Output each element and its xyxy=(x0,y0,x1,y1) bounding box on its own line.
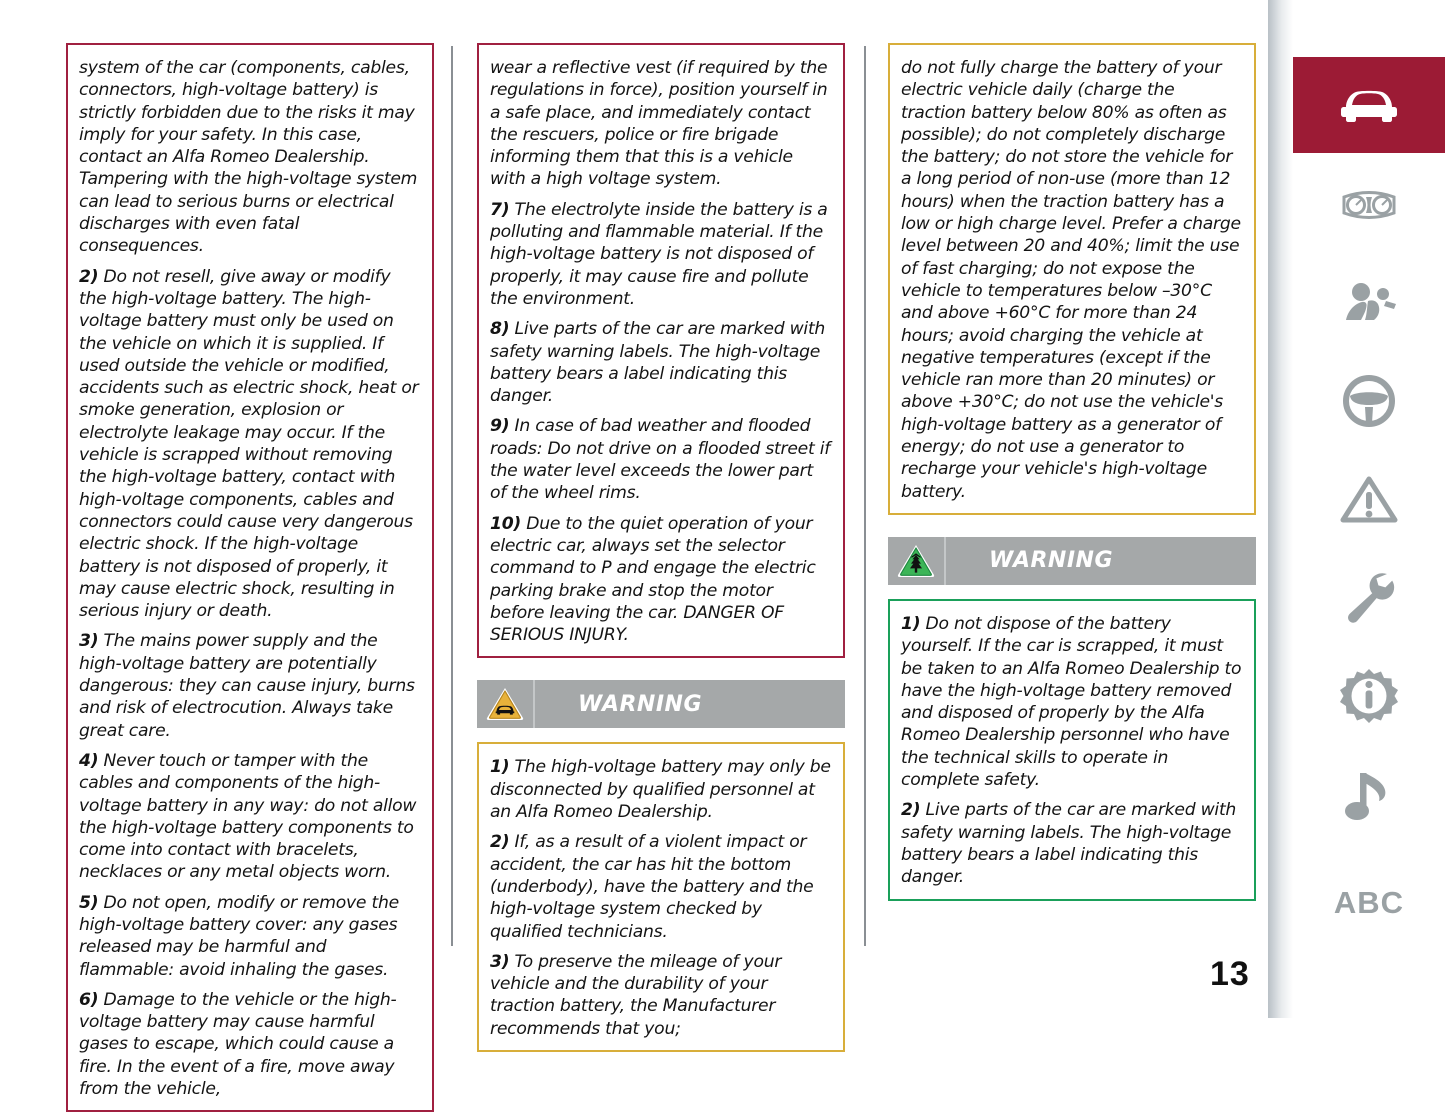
notice-paragraph xyxy=(901,57,1243,503)
sidebar-tab-airbag-safety[interactable] xyxy=(1293,255,1445,351)
notice-paragraph xyxy=(901,613,1243,791)
abc-index-icon: ABC xyxy=(1333,885,1405,920)
notice-marker: 2) xyxy=(490,832,510,853)
notice-text: Do not resell, give away or modify the high-voltage battery. The high-voltage battery must only be used on the vehicle on which it is supplied. If used outside the vehicle or modified, accidents such as electric shock, heat or smoke generation, explosion or electrolyte leakage may occur. If the vehicle is scrapped without removing the high-voltage battery, contact with high-voltage components, cables and connectors could cause very dangerous electric shock. If the high-voltage battery is not disposed of properly, it may cause electric shock, resulting in serious injury or death. xyxy=(79,266,419,622)
notice-marker: 1) xyxy=(490,757,510,778)
notice-text: Do not open, modify or remove the high-voltage battery cover: any gases released may be harmful and flammable: avoid inhaling the gases. xyxy=(79,892,399,980)
notice-text: Live parts of the car are marked with safety warning labels. The high-voltage battery bears a label indicating this danger. xyxy=(901,800,1237,888)
notice-paragraph xyxy=(490,199,832,310)
tree-environment-triangle-icon xyxy=(888,537,946,585)
notice-text: The electrolyte inside the battery is a polluting and flammable material. If the high-voltage battery is not disposed of properly, it may cause fire and pollute the environment. xyxy=(490,199,828,309)
sidebar-tab-info-gear[interactable] xyxy=(1293,648,1445,744)
notice-box-yellow xyxy=(888,43,1256,515)
notice-text: wear a reflective vest (if required by the regulations in force), position yourself in a safe place, and immediately contact the rescuers, police or fire brigade informing them that this is a vehicle with a high voltage system. xyxy=(490,58,828,190)
notice-marker: 10) xyxy=(490,513,522,534)
notice-box-green xyxy=(888,599,1256,901)
notice-marker: 2) xyxy=(79,266,99,287)
column-divider-1 xyxy=(451,46,453,946)
sidebar-tab-steering-wheel[interactable] xyxy=(1293,353,1445,449)
notice-text: The high-voltage battery may only be disconnected by qualified personnel at an Alfa Romeo Dealership. xyxy=(490,757,831,823)
text-column-1 xyxy=(66,43,434,1112)
notice-paragraph xyxy=(901,799,1243,888)
car-icon xyxy=(1338,85,1400,125)
notice-paragraph xyxy=(79,892,421,981)
notice-marker: 1) xyxy=(901,613,921,634)
sidebar-spine-gradient xyxy=(1268,0,1293,1018)
text-column-2 xyxy=(477,43,845,1052)
notice-box-red xyxy=(477,43,845,658)
sidebar-tab-dashboard[interactable] xyxy=(1293,157,1445,253)
notice-text: Damage to the vehicle or the high-voltage battery may cause harmful gases to escape, which could cause a fire. In the event of a fire, move away from the vehicle, xyxy=(79,989,397,1100)
notice-paragraph xyxy=(490,318,832,407)
notice-text: Due to the quiet operation of your electric car, always set the selector command to P and engage the electric parking brake and stop the motor before leaving the car. DANGER OF SERIOUS INJURY. xyxy=(490,513,816,646)
notice-paragraph xyxy=(490,57,832,191)
warning-triangle-icon xyxy=(1338,473,1400,525)
dashboard-icon xyxy=(1338,185,1400,225)
warning-title: WARNING xyxy=(988,548,1114,574)
notice-marker: 4) xyxy=(79,750,99,771)
notice-marker: 2) xyxy=(901,800,921,821)
notice-box-red xyxy=(66,43,434,1112)
notice-box-yellow xyxy=(477,742,845,1052)
sidebar-tab-wrench[interactable] xyxy=(1293,549,1445,645)
notice-paragraph xyxy=(490,756,832,823)
chapter-sidebar xyxy=(1268,0,1445,1018)
music-note-icon xyxy=(1345,767,1393,823)
sidebar-tab-music-note[interactable] xyxy=(1293,747,1445,843)
notice-text: system of the car (components, cables, connectors, high-voltage battery) is strictly forbidden due to the risks it may imply for your safety. In this case, contact an Alfa Romeo Dealership. Tampering with the high-voltage system can lead to serious burns or electrical discharges with even fatal consequences. xyxy=(79,58,418,257)
notice-text: Do not dispose of the battery yourself. If the car is scrapped, it must be taken to an Alfa Romeo Dealership to have the high-voltage battery removed and disposed of properly by the Alfa Romeo Dealership personnel who have the technical skills to operate in complete safety. xyxy=(901,613,1242,791)
notice-paragraph xyxy=(79,266,421,623)
column-divider-2 xyxy=(864,46,866,946)
notice-text: Never touch or tamper with the cables and components of the high-voltage battery in any way: do not allow the high-voltage battery components to come into contact with bracelets, necklaces or any metal objects worn. xyxy=(79,750,417,883)
notice-paragraph xyxy=(79,750,421,884)
sidebar-tab-warning-triangle[interactable] xyxy=(1293,451,1445,547)
notice-marker: 3) xyxy=(490,951,510,972)
notice-text: do not fully charge the battery of your electric vehicle daily (charge the traction battery below 80% as often as possible); do not completely discharge the battery; do not store the vehicle for a long period of non-use (more than 12 hours) when the traction battery has a low or high charge level. Prefer a charge level between 20 and 40%; limit the use of fast charging; do not expose the vehicle to temperatures below –30°C and above +60°C for more than 24 hours; avoid charging the vehicle at negative temperatures (except if the vehicle ran more than 20 minutes) or above +30°C; do not use the vehicle's high-voltage battery as a generator of energy; do not use a generator to recharge your vehicle's high-voltage battery. xyxy=(901,58,1241,502)
sidebar-tab-abc-index[interactable] xyxy=(1293,855,1445,951)
warning-title: WARNING xyxy=(577,691,703,717)
steering-wheel-icon xyxy=(1340,374,1398,428)
notice-marker: 3) xyxy=(79,631,99,652)
text-column-3 xyxy=(888,43,1256,901)
notice-marker: 5) xyxy=(79,892,99,913)
notice-marker: 9) xyxy=(490,416,510,437)
notice-text: If, as a result of a violent impact or accident, the car has hit the bottom (underbody), have the battery and the high-voltage system checked by qualified technicians. xyxy=(490,832,814,942)
sidebar-tab-car[interactable] xyxy=(1293,57,1445,153)
notice-marker: 6) xyxy=(79,989,99,1010)
notice-marker: 8) xyxy=(490,319,510,340)
notice-paragraph xyxy=(490,951,832,1040)
notice-text: To preserve the mileage of your vehicle and the durability of your traction battery, the Manufacturer recommends that you; xyxy=(490,951,782,1039)
wrench-icon xyxy=(1340,570,1398,624)
info-gear-icon xyxy=(1340,668,1398,724)
notice-paragraph xyxy=(79,57,421,258)
airbag-safety-icon xyxy=(1338,281,1400,325)
notice-paragraph xyxy=(490,831,832,942)
car-warning-triangle-icon xyxy=(477,680,535,728)
notice-text: The mains power supply and the high-voltage battery are potentially dangerous: they can cause injury, burns and risk of electrocution. Always take great care. xyxy=(79,631,415,741)
page-number: 13 xyxy=(1210,955,1250,993)
notice-marker: 7) xyxy=(490,199,510,220)
notice-paragraph xyxy=(79,989,421,1100)
notice-paragraph xyxy=(79,630,421,741)
warning-header-bar xyxy=(888,537,1256,585)
notice-text: Live parts of the car are marked with safety warning labels. The high-voltage battery bears a label indicating this danger. xyxy=(490,319,826,407)
notice-text: In case of bad weather and flooded roads: Do not drive on a flooded street if the water level exceeds the lower part of the wheel rims. xyxy=(490,416,831,504)
warning-header-bar xyxy=(477,680,845,728)
notice-paragraph xyxy=(490,415,832,504)
notice-paragraph xyxy=(490,513,832,647)
